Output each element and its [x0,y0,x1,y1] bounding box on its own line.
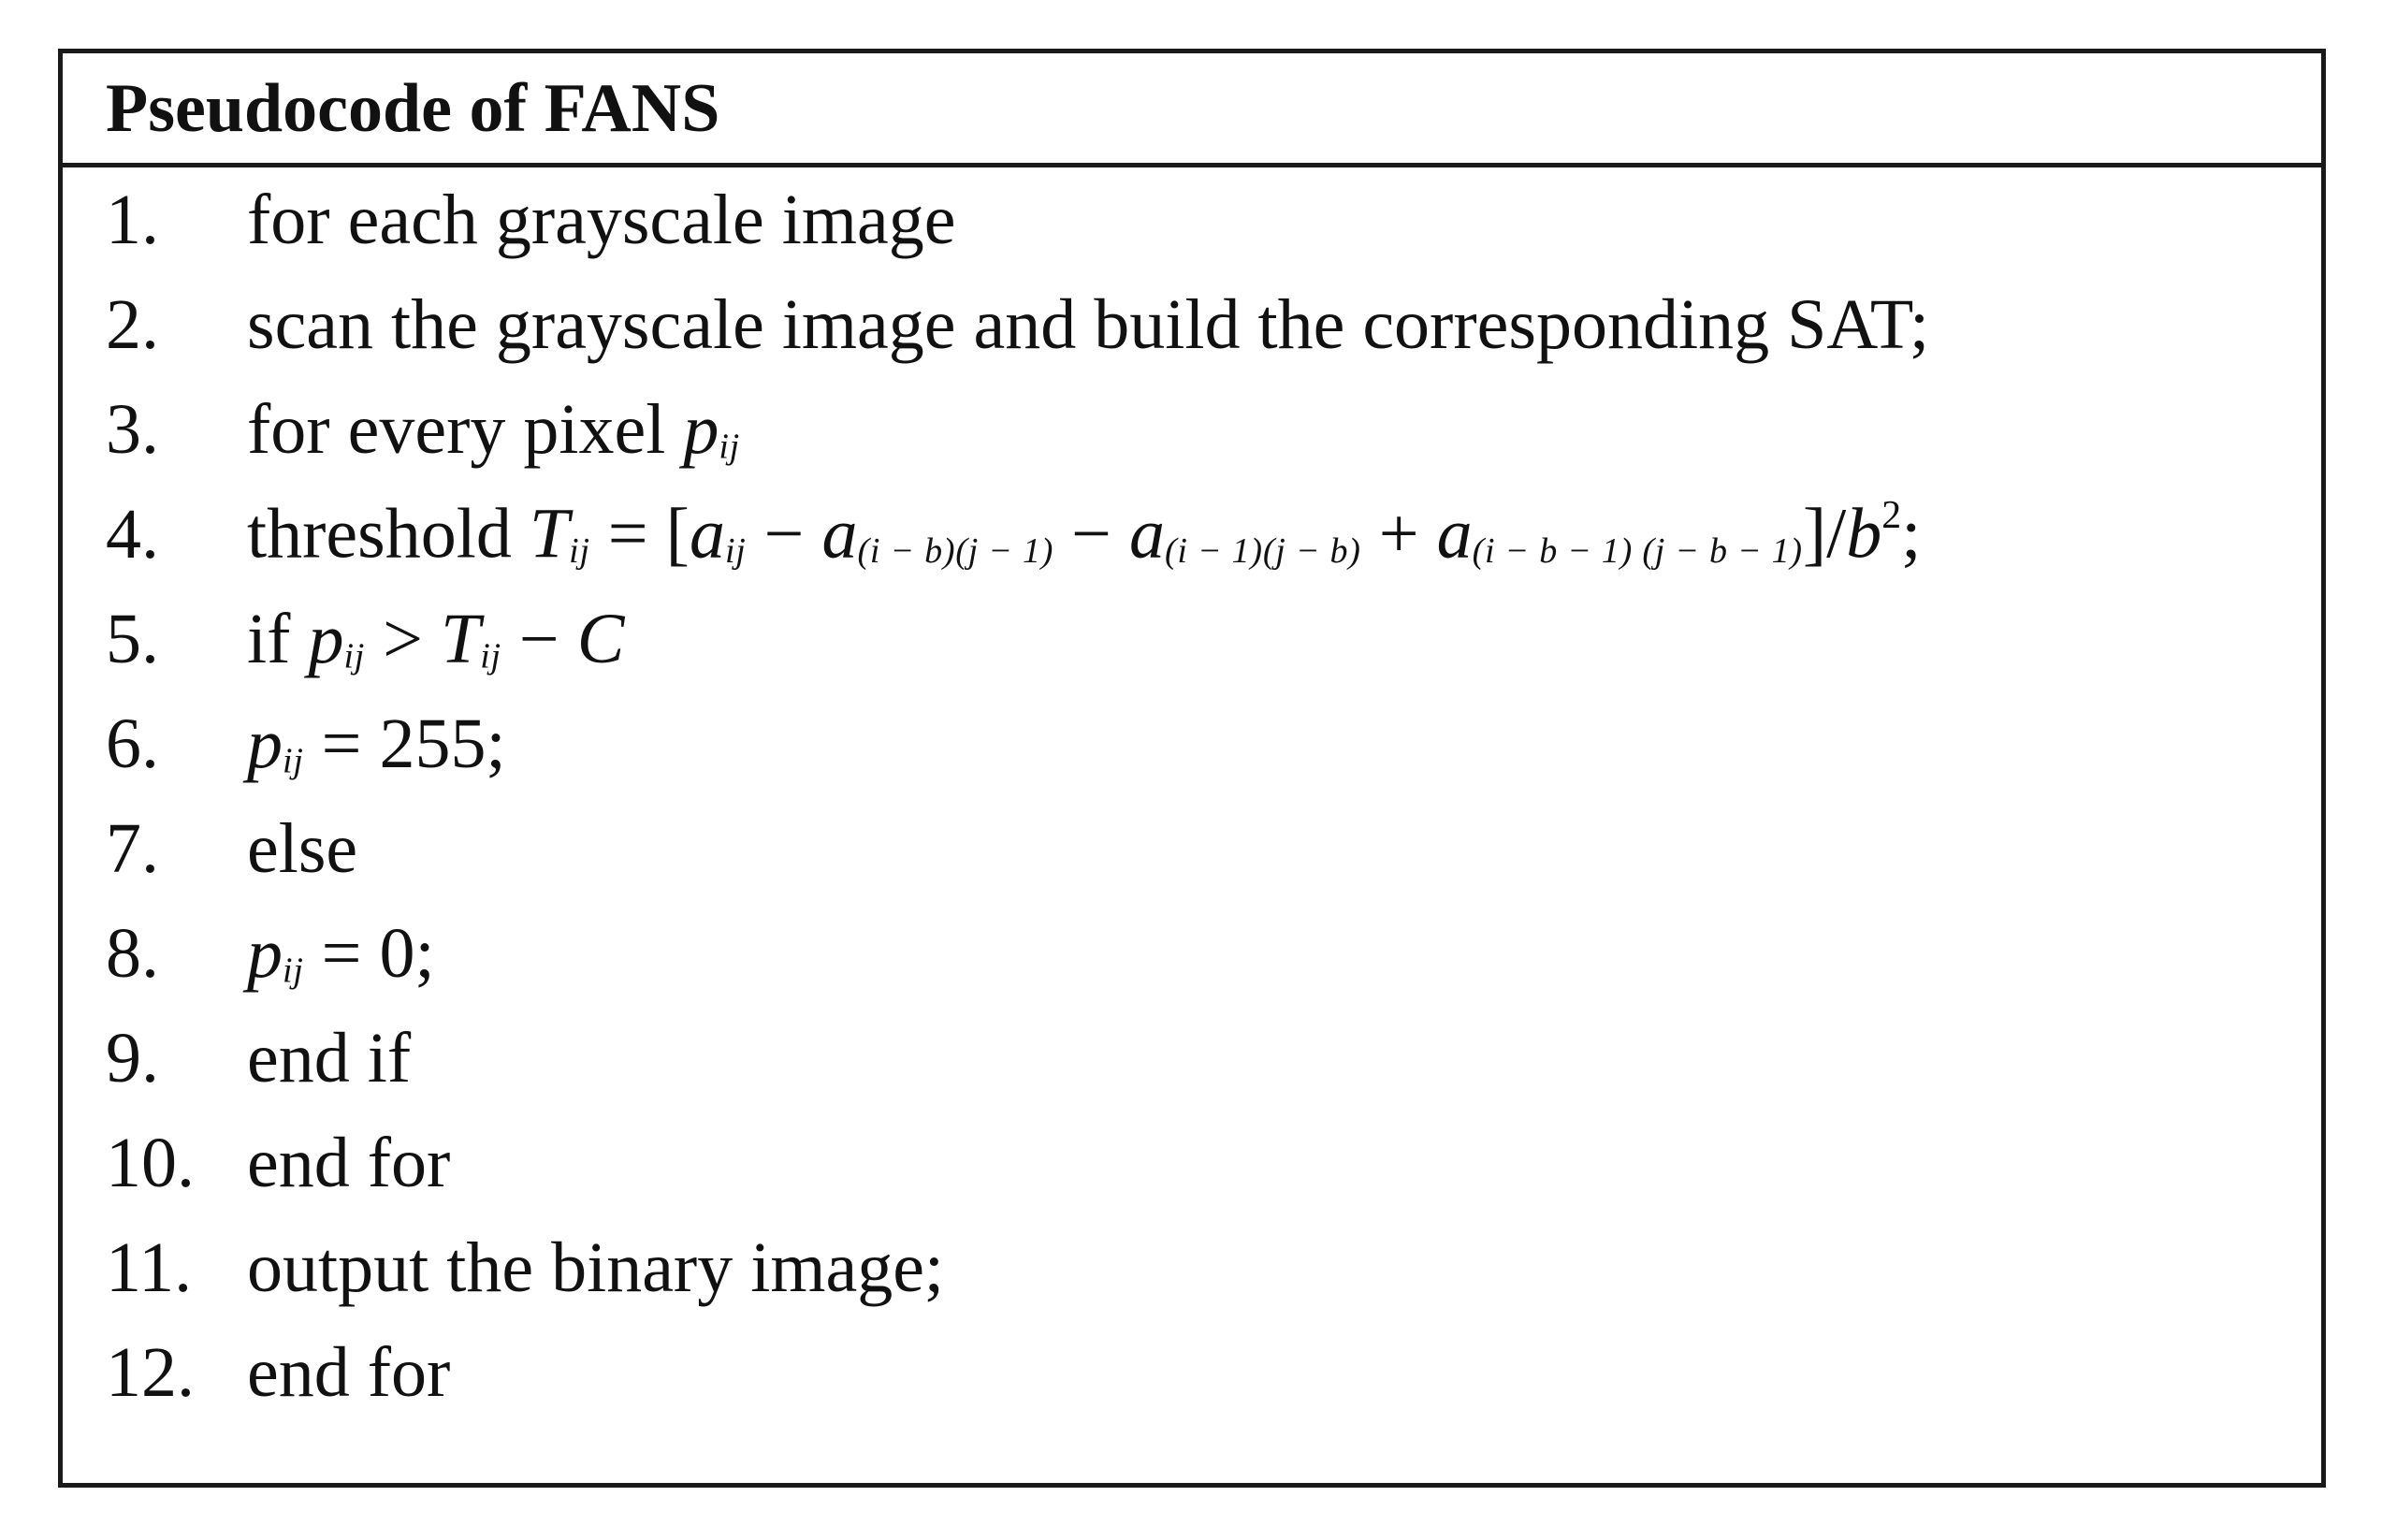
subscript-ij: ij [569,531,590,572]
line-text-part: for every pixel [247,389,684,469]
line-text-part: if [247,599,309,678]
line-text: end for [247,1332,451,1412]
subscript-2: (i − 1)(j − b) [1165,531,1361,572]
formula-eq: = [ [589,494,690,574]
subscript-ij: ij [480,636,501,676]
var-a: a [689,494,725,574]
formula-close: ]/ [1802,494,1847,574]
line-number: 1. [106,180,159,259]
formula-minus: − [1053,494,1130,574]
line-number: 8. [106,913,159,993]
line-number: 12. [106,1332,195,1412]
line-text: else [247,808,358,888]
var-a: a [821,494,858,574]
line-number: 9. [106,1018,159,1097]
pseudocode-title: Pseudocode of FANS [106,69,720,147]
subscript-ij: ij [283,951,304,991]
line-number: 6. [106,704,159,783]
formula-plus: + [1360,494,1437,574]
formula-gt: > [365,599,441,678]
line-number: 11. [106,1228,193,1307]
line-text: for each grayscale image [247,180,956,259]
subscript-ij: ij [719,427,740,467]
pseudocode-box [58,49,2326,1488]
condition-formula [247,599,624,680]
threshold-formula [247,493,1921,574]
subscript-3: (i − b − 1) (j − b − 1) [1472,531,1803,572]
line-number: 3. [106,389,159,469]
var-C: C [576,599,625,678]
var-b: b [1846,494,1882,574]
var-p: p [247,913,283,993]
superscript-2: 2 [1881,494,1902,538]
var-a: a [1436,494,1473,574]
line-number: 7. [106,808,159,888]
assign-0: = 0; [303,913,435,993]
var-a: a [1129,494,1166,574]
line-text: scan the grayscale image and build the corresponding SAT; [247,284,1930,364]
assign-255: = 255; [303,704,506,783]
line-number: 4. [106,494,159,574]
subscript-ij: ij [343,636,366,676]
assign-formula [247,704,506,785]
line-number: 2. [106,284,159,364]
formula-minus: − [501,599,577,678]
line-text: end for [247,1123,451,1202]
var-T: T [440,599,481,678]
pseudocode-header [63,53,2321,167]
var-p: p [683,389,719,469]
line-text: end if [247,1018,412,1097]
var-T: T [529,494,570,574]
assign-formula [247,913,435,995]
line-number: 10. [106,1123,195,1202]
formula-semicolon: ; [1901,494,1922,574]
formula-minus: − [746,494,822,574]
line-text: output the binary image; [247,1228,945,1307]
line-number: 5. [106,599,159,678]
line-text [247,389,740,471]
line-text-part: threshold [247,494,530,574]
var-p: p [308,599,344,678]
var-p: p [247,704,283,783]
subscript-ij: ij [283,741,304,781]
subscript-1: (i − b)(j − 1) [857,531,1054,572]
subscript-ij: ij [724,531,747,572]
